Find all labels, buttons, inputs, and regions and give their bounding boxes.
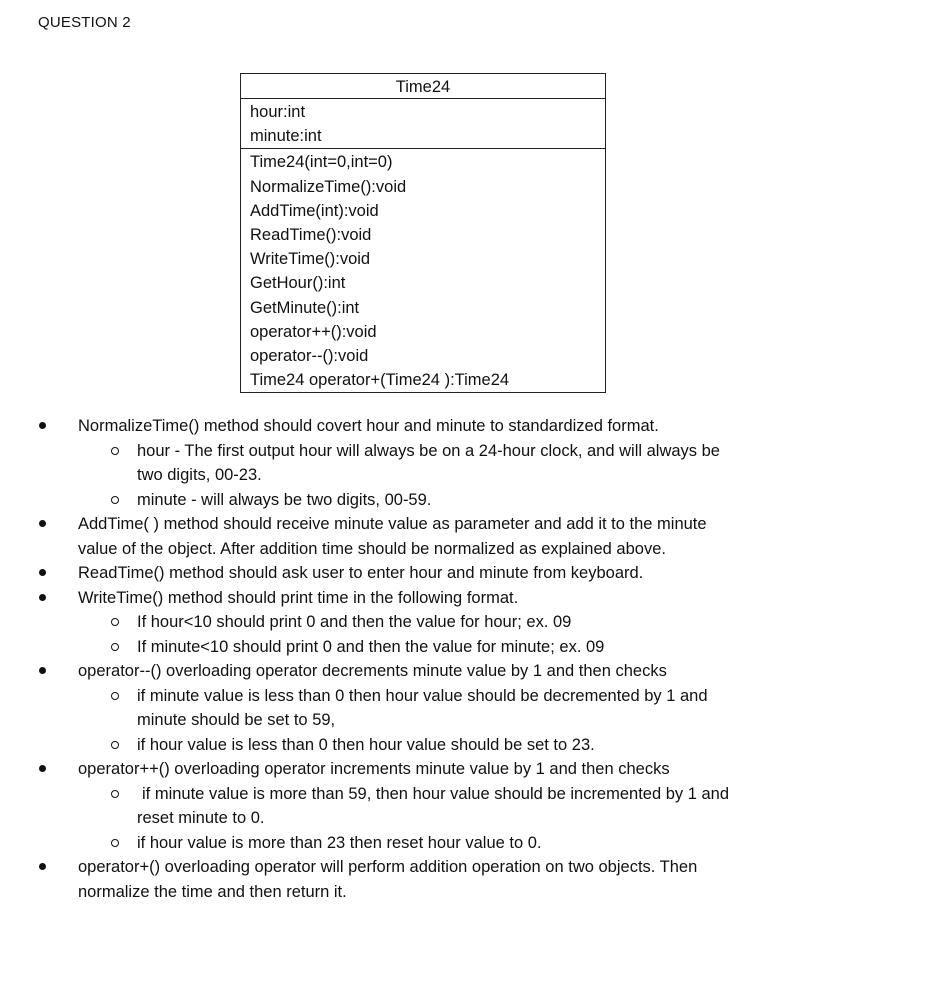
- sub-list-item: [0, 635, 934, 660]
- requirement-text: value of the object. After addition time should be normalized as explained above.: [78, 539, 666, 558]
- uml-attributes: [241, 99, 605, 149]
- uml-method: GetHour():int: [250, 274, 346, 293]
- sub-requirement-text: minute - will always be two digits, 00-59.: [137, 490, 432, 509]
- requirement-text: operator++() overloading operator increments minute value by 1 and then checks: [78, 760, 670, 778]
- sub-list-item: [0, 782, 934, 807]
- sub-list-item: [0, 610, 934, 635]
- uml-attribute: minute:int: [250, 127, 322, 146]
- uml-method: operator--():void: [250, 346, 369, 365]
- bullet-icon: [39, 863, 46, 870]
- list-item: [0, 855, 934, 880]
- sub-list-item: [0, 684, 934, 709]
- sub-bullet-icon: [111, 643, 119, 651]
- sub-list-item: [0, 831, 934, 856]
- requirement-text: operator--() overloading operator decrements minute value by 1 and then checks: [78, 662, 667, 680]
- sub-requirement-text: hour - The first output hour will always be on a 24-hour clock, and will always be: [137, 441, 720, 460]
- sub-bullet-icon: [111, 839, 119, 847]
- uml-method: ReadTime():void: [250, 225, 372, 244]
- list-item: [0, 757, 934, 782]
- sub-requirement-text: if hour value is less than 0 then hour value should be set to 23.: [137, 735, 595, 754]
- uml-method: Time24 operator+(Time24 ):Time24: [250, 371, 510, 390]
- uml-attribute: hour:int: [250, 103, 306, 121]
- requirement-text: operator+() overloading operator will perform addition operation on two objects. Then: [78, 858, 698, 876]
- uml-methods: [241, 149, 605, 392]
- sub-requirement-text: If minute<10 should print 0 and then the value for minute; ex. 09: [137, 637, 605, 656]
- uml-method: GetMinute():int: [250, 298, 360, 317]
- sub-bullet-icon: [111, 790, 119, 798]
- bullet-icon: [39, 520, 46, 527]
- list-item: [0, 561, 934, 586]
- sub-bullet-icon: [111, 692, 119, 700]
- bullet-icon: [39, 765, 46, 772]
- bullet-icon: [39, 667, 46, 674]
- requirements-list: [0, 414, 934, 904]
- requirement-text: AddTime( ) method should receive minute value as parameter and add it to the minute: [78, 515, 707, 533]
- list-item: [0, 414, 934, 439]
- uml-method: Time24(int=0,int=0): [250, 153, 393, 172]
- sub-requirement-text: minute should be set to 59,: [137, 711, 336, 729]
- bullet-icon: [39, 422, 46, 429]
- sub-requirement-text: reset minute to 0.: [137, 809, 265, 827]
- uml-method: operator++():void: [250, 322, 377, 341]
- requirement-text: normalize the time and then return it.: [78, 882, 347, 901]
- list-item: [0, 586, 934, 611]
- sub-requirement-text: if hour value is more than 23 then reset hour value to 0.: [137, 833, 542, 852]
- uml-class-name: Time24: [241, 74, 605, 99]
- sub-requirement-text: if minute value is less than 0 then hour value should be decremented by 1 and: [137, 686, 708, 705]
- uml-method: NormalizeTime():void: [250, 177, 407, 196]
- sub-bullet-icon: [111, 741, 119, 749]
- list-item: [0, 512, 934, 537]
- list-item: [0, 659, 934, 684]
- bullet-icon: [39, 594, 46, 601]
- sub-bullet-icon: [111, 496, 119, 504]
- requirement-text: NormalizeTime() method should covert hour and minute to standardized format.: [78, 417, 659, 435]
- uml-method: WriteTime():void: [250, 250, 371, 269]
- sub-bullet-icon: [111, 618, 119, 626]
- sub-list-item: [0, 488, 934, 513]
- question-title: QUESTION 2: [38, 14, 131, 31]
- sub-bullet-icon: [111, 447, 119, 455]
- sub-requirement-text: If hour<10 should print 0 and then the value for hour; ex. 09: [137, 613, 572, 631]
- uml-class-diagram: [240, 73, 606, 393]
- sub-requirement-text: if minute value is more than 59, then hour value should be incremented by 1 and: [142, 784, 730, 803]
- uml-method: AddTime(int):void: [250, 201, 379, 220]
- sub-requirement-text: two digits, 00-23.: [137, 466, 262, 484]
- requirement-text: ReadTime() method should ask user to enter hour and minute from keyboard.: [78, 564, 644, 582]
- sub-list-item: [0, 733, 934, 758]
- requirement-text: WriteTime() method should print time in the following format.: [78, 588, 519, 607]
- sub-list-item: [0, 439, 934, 464]
- bullet-icon: [39, 569, 46, 576]
